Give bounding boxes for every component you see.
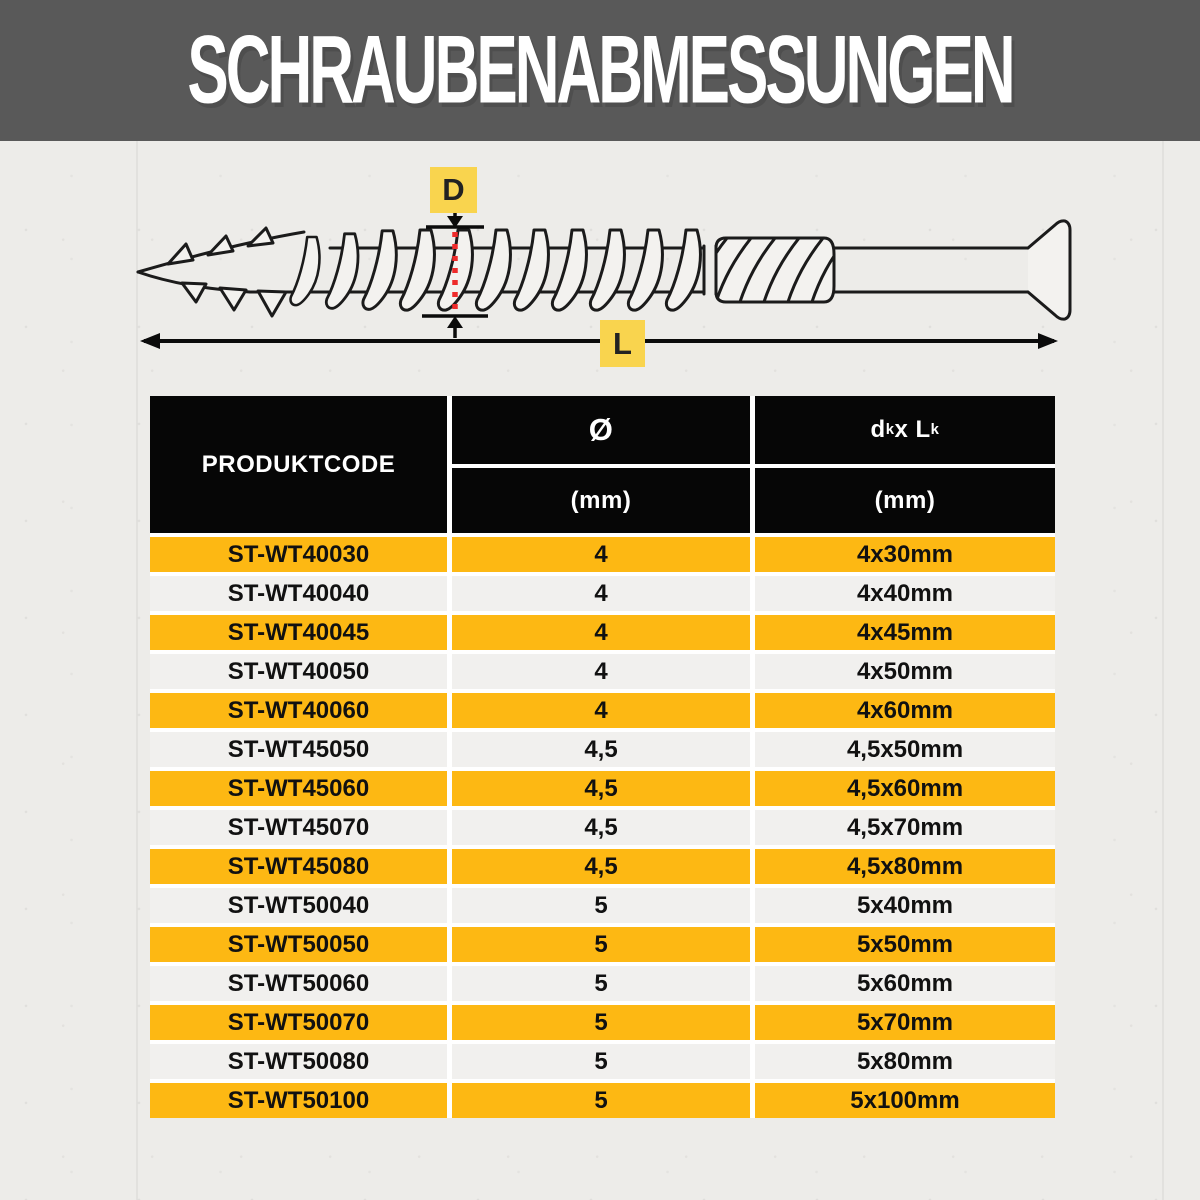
diameter-cell: 5 [452, 1044, 750, 1079]
size-cell: 4,5x50mm [755, 732, 1055, 767]
diameter-cell: 4 [452, 576, 750, 611]
product-code-cell: ST-WT50080 [150, 1044, 447, 1079]
column-header-diameter: Ø [452, 396, 750, 464]
product-code-cell: ST-WT45070 [150, 810, 447, 845]
product-code-cell: ST-WT50060 [150, 966, 447, 1001]
product-code-cell: ST-WT50100 [150, 1083, 447, 1118]
size-cell: 4x45mm [755, 615, 1055, 650]
size-cell: 5x40mm [755, 888, 1055, 923]
diameter-cell: 5 [452, 1083, 750, 1118]
size-cell: 5x100mm [755, 1083, 1055, 1118]
dk-subscript: k [885, 422, 895, 438]
dk-part: d [870, 416, 886, 443]
column-header-produktcode: PRODUKTCODE [150, 396, 447, 533]
diameter-cell: 5 [452, 966, 750, 1001]
diameter-cell: 4 [452, 693, 750, 728]
product-code-cell: ST-WT50050 [150, 927, 447, 962]
diameter-cell: 5 [452, 927, 750, 962]
size-cell: 4,5x80mm [755, 849, 1055, 884]
product-code-cell: ST-WT45050 [150, 732, 447, 767]
size-cell: 5x50mm [755, 927, 1055, 962]
diameter-cell: 5 [452, 888, 750, 923]
diameter-cell: 4,5 [452, 810, 750, 845]
arrow-right-icon [1038, 333, 1058, 349]
length-dimension [140, 333, 1058, 349]
column-unit-diameter: (mm) [452, 468, 750, 533]
diameter-cell: 4 [452, 615, 750, 650]
screw-outline [138, 221, 1070, 319]
product-code-cell: ST-WT40045 [150, 615, 447, 650]
diameter-cell: 4,5 [452, 732, 750, 767]
background-seam [1162, 0, 1164, 1200]
length-label: L [600, 320, 645, 367]
size-cell: 4x60mm [755, 693, 1055, 728]
diameter-cell: 4 [452, 654, 750, 689]
diameter-cell: 4 [452, 537, 750, 572]
column-unit-dk-lk: (mm) [755, 468, 1055, 533]
size-cell: 4x40mm [755, 576, 1055, 611]
title-banner [0, 0, 1200, 141]
product-table [150, 396, 1055, 1118]
diameter-cell: 4,5 [452, 849, 750, 884]
size-cell: 4,5x70mm [755, 810, 1055, 845]
arrow-left-icon [140, 333, 160, 349]
product-code-cell: ST-WT45060 [150, 771, 447, 806]
size-cell: 5x60mm [755, 966, 1055, 1001]
diameter-cell: 4,5 [452, 771, 750, 806]
size-cell: 5x80mm [755, 1044, 1055, 1079]
size-cell: 4x30mm [755, 537, 1055, 572]
lk-subscript: k [930, 422, 940, 438]
size-cell: 5x70mm [755, 1005, 1055, 1040]
x-lk-part: x L [894, 416, 931, 443]
diameter-label: D [430, 167, 477, 213]
size-cell: 4,5x60mm [755, 771, 1055, 806]
product-code-cell: ST-WT50040 [150, 888, 447, 923]
diameter-cell: 5 [452, 1005, 750, 1040]
product-code-cell: ST-WT40060 [150, 693, 447, 728]
product-code-cell: ST-WT45080 [150, 849, 447, 884]
product-code-cell: ST-WT40040 [150, 576, 447, 611]
product-code-cell: ST-WT40030 [150, 537, 447, 572]
page-title: SCHRAUBENABMESSUNGEN [187, 17, 1013, 124]
product-code-cell: ST-WT50070 [150, 1005, 447, 1040]
column-header-dk-lk [755, 396, 1055, 464]
product-code-cell: ST-WT40050 [150, 654, 447, 689]
arrow-up-icon [447, 316, 463, 328]
size-cell: 4x50mm [755, 654, 1055, 689]
